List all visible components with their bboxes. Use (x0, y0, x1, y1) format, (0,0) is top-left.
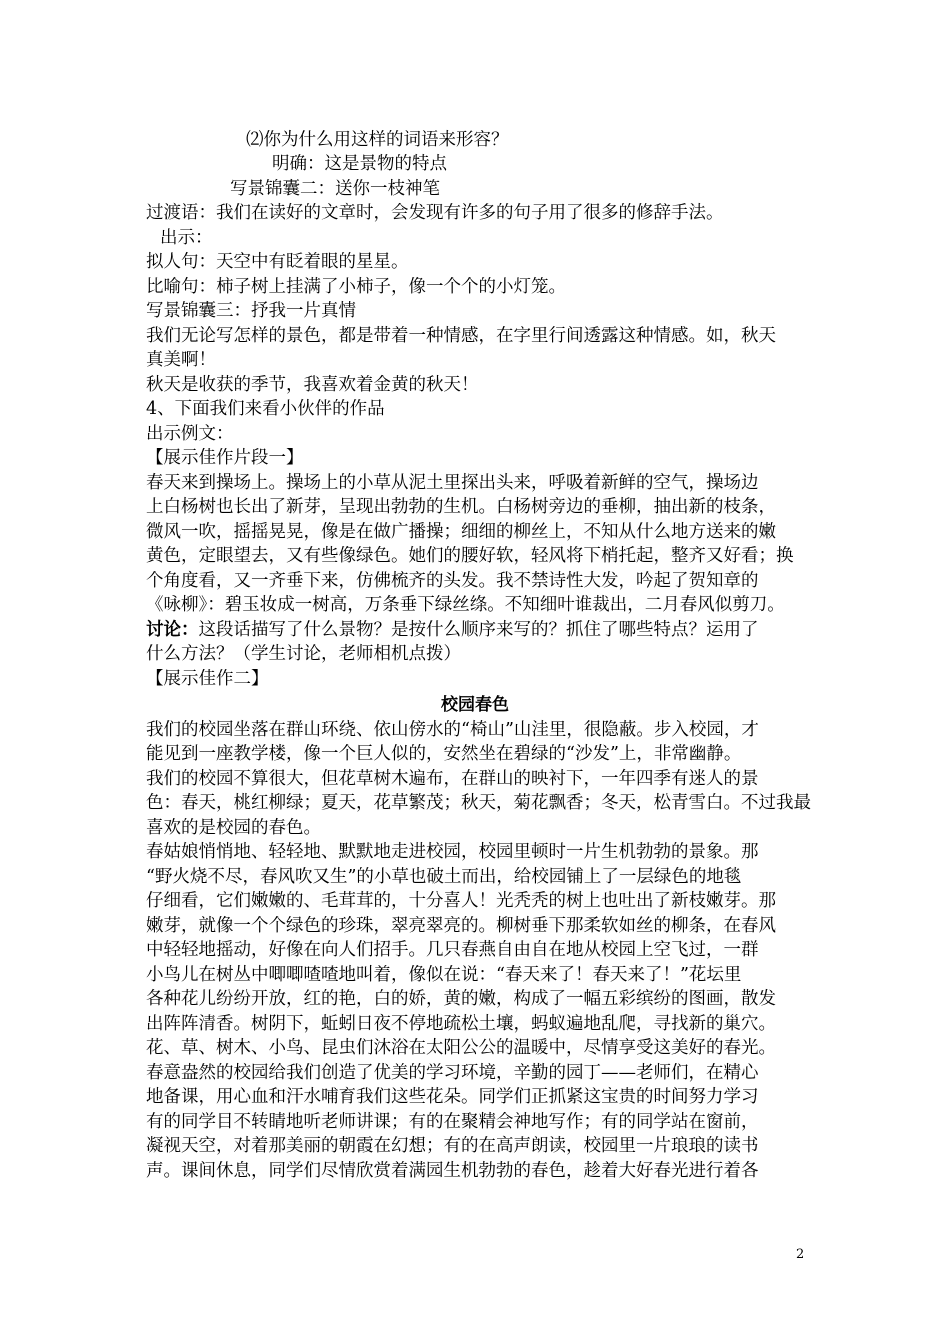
essay-line: 仔细看，它们嫩嫩的、毛茸茸的，十分喜人！光秃秃的树上也吐出了新枝嫩芽。那 (146, 891, 776, 911)
essay-line: 有的同学目不转睛地听老师讲课；有的在聚精会神地写作；有的同学站在窗前， (146, 1112, 759, 1132)
essay-line: “野火烧不尽，春风吹又生”的小草也破土而出，给校园铺上了一层绿色的地毯 (146, 867, 742, 887)
paragraph-line: 真美啊！ (146, 350, 216, 370)
paragraph-line: 秋天是收获的季节，我喜欢着金黄的秋天！ (146, 375, 479, 395)
discussion-text: 这段话描写了什么景物？是按什么顺序来写的？抓住了哪些特点？运用了 (198, 620, 759, 640)
essay-line: 春姑娘悄悄地、轻轻地、默默地走进校园，校园里顿时一片生机勃勃的景象。那 (146, 842, 759, 862)
excerpt-two-heading: 【展示佳作二】 (146, 669, 269, 689)
answer-line: 明确：这是景物的特点 (272, 154, 447, 174)
excerpt-line: 春天来到操场上。操场上的小草从泥土里探出头来，呼吸着新鲜的空气，操场边 (146, 473, 759, 493)
discussion-line (146, 618, 759, 642)
page-number: 2 (796, 1247, 805, 1262)
paragraph-line: 我们无论写怎样的景色，都是带着一种情感，在字里行间透露这种情感。如，秋天 (146, 326, 776, 346)
excerpt-line: 个角度看，又一齐垂下来，仿佛梳齐的头发。我不禁诗性大发，吟起了贺知章的 (146, 571, 759, 591)
section-heading-2: 写景锦囊二：送你一枝神笔 (230, 179, 440, 199)
discussion-label: 讨论： (146, 620, 199, 640)
essay-line: 春意盎然的校园给我们创造了优美的学习环境，辛勤的园丁——老师们，在精心 (146, 1063, 759, 1083)
simile-example: 比喻句：柿子树上挂满了小柿子，像一个个的小灯笼。 (146, 277, 566, 297)
discussion-line: 什么方法？（学生讨论，老师相机点拨） (146, 644, 461, 664)
essay-line: 出阵阵清香。树阴下，蚯蚓日夜不停地疏松土壤，蚂蚁遍地乱爬，寻找新的巢穴。 (146, 1014, 776, 1034)
question-line: ⑵你为什么用这样的词语来形容？ (246, 130, 509, 150)
essay-title: 校园春色 (441, 695, 509, 715)
essay-line: 凝视天空，对着那美丽的朝霞在幻想；有的在高声朗读，校园里一片琅琅的读书 (146, 1136, 759, 1156)
show-label: 出示： (160, 228, 213, 248)
essay-line: 我们的校园不算很大，但花草树木遍布，在群山的映衬下，一年四季有迷人的景 (146, 769, 759, 789)
step-heading: 4、下面我们来看小伙伴的作品 (146, 399, 385, 419)
section-heading-3: 写景锦囊三：抒我一片真情 (146, 301, 356, 321)
essay-line: 地备课，用心血和汗水哺育我们这些花朵。同学们正抓紧这宝贵的时间努力学习 (146, 1087, 759, 1107)
essay-line: 各种花儿纷纷开放，红的艳，白的娇，黄的嫩，构成了一幅五彩缤纷的图画，散发 (146, 989, 776, 1009)
excerpt-line: 微风一吹，摇摇晃晃，像是在做广播操；细细的柳丝上，不知从什么地方送来的嫩 (146, 522, 776, 542)
essay-line: 小鸟儿在树丛中唧唧喳喳地叫着，像似在说：“春天来了！春天来了！”花坛里 (146, 965, 742, 985)
excerpt-line: 上白杨树也长出了新芽，呈现出勃勃的生机。白杨树旁边的垂柳，抽出新的枝条， (146, 497, 776, 517)
essay-line: 喜欢的是校园的春色。 (146, 818, 321, 838)
essay-line: 能见到一座教学楼，像一个巨人似的，安然坐在碧绿的“沙发”上，非常幽静。 (146, 744, 742, 764)
transition-line: 过渡语：我们在读好的文章时，会发现有许多的句子用了很多的修辞手法。 (146, 203, 724, 223)
essay-line: 色：春天，桃红柳绿；夏天，花草繁茂；秋天，菊花飘香；冬天，松青雪白。不过我最 (146, 793, 811, 813)
excerpt-line: 黄色，定眼望去，又有些像绿色。她们的腰好软，轻风将下梢托起，整齐又好看；换 (146, 546, 794, 566)
essay-line: 我们的校园坐落在群山环绕、依山傍水的“椅山”山洼里，很隐蔽。步入校园，才 (146, 720, 759, 740)
essay-line: 嫩芽，就像一个个绿色的珍珠，翠亮翠亮的。柳树垂下那柔软如丝的柳条，在春风 (146, 916, 776, 936)
essay-line: 中轻轻地摇动，好像在向人们招手。几只春燕自由自在地从校园上空飞过，一群 (146, 940, 759, 960)
personification-example: 拟人句：天空中有眨着眼的星星。 (146, 252, 409, 272)
essay-line: 花、草、树木、小鸟、昆虫们沐浴在太阳公公的温暖中，尽情享受这美好的春光。 (146, 1038, 776, 1058)
excerpt-line: 《咏柳》：碧玉妆成一树高，万条垂下绿丝绦。不知细叶谁裁出，二月春风似剪刀。 (146, 595, 785, 615)
essay-line: 声。课间休息，同学们尽情欣赏着满园生机勃勃的春色，趁着大好春光进行着各 (146, 1161, 759, 1181)
excerpt-one-heading: 【展示佳作片段一】 (146, 448, 304, 468)
show-example-label: 出示例文： (146, 424, 234, 444)
